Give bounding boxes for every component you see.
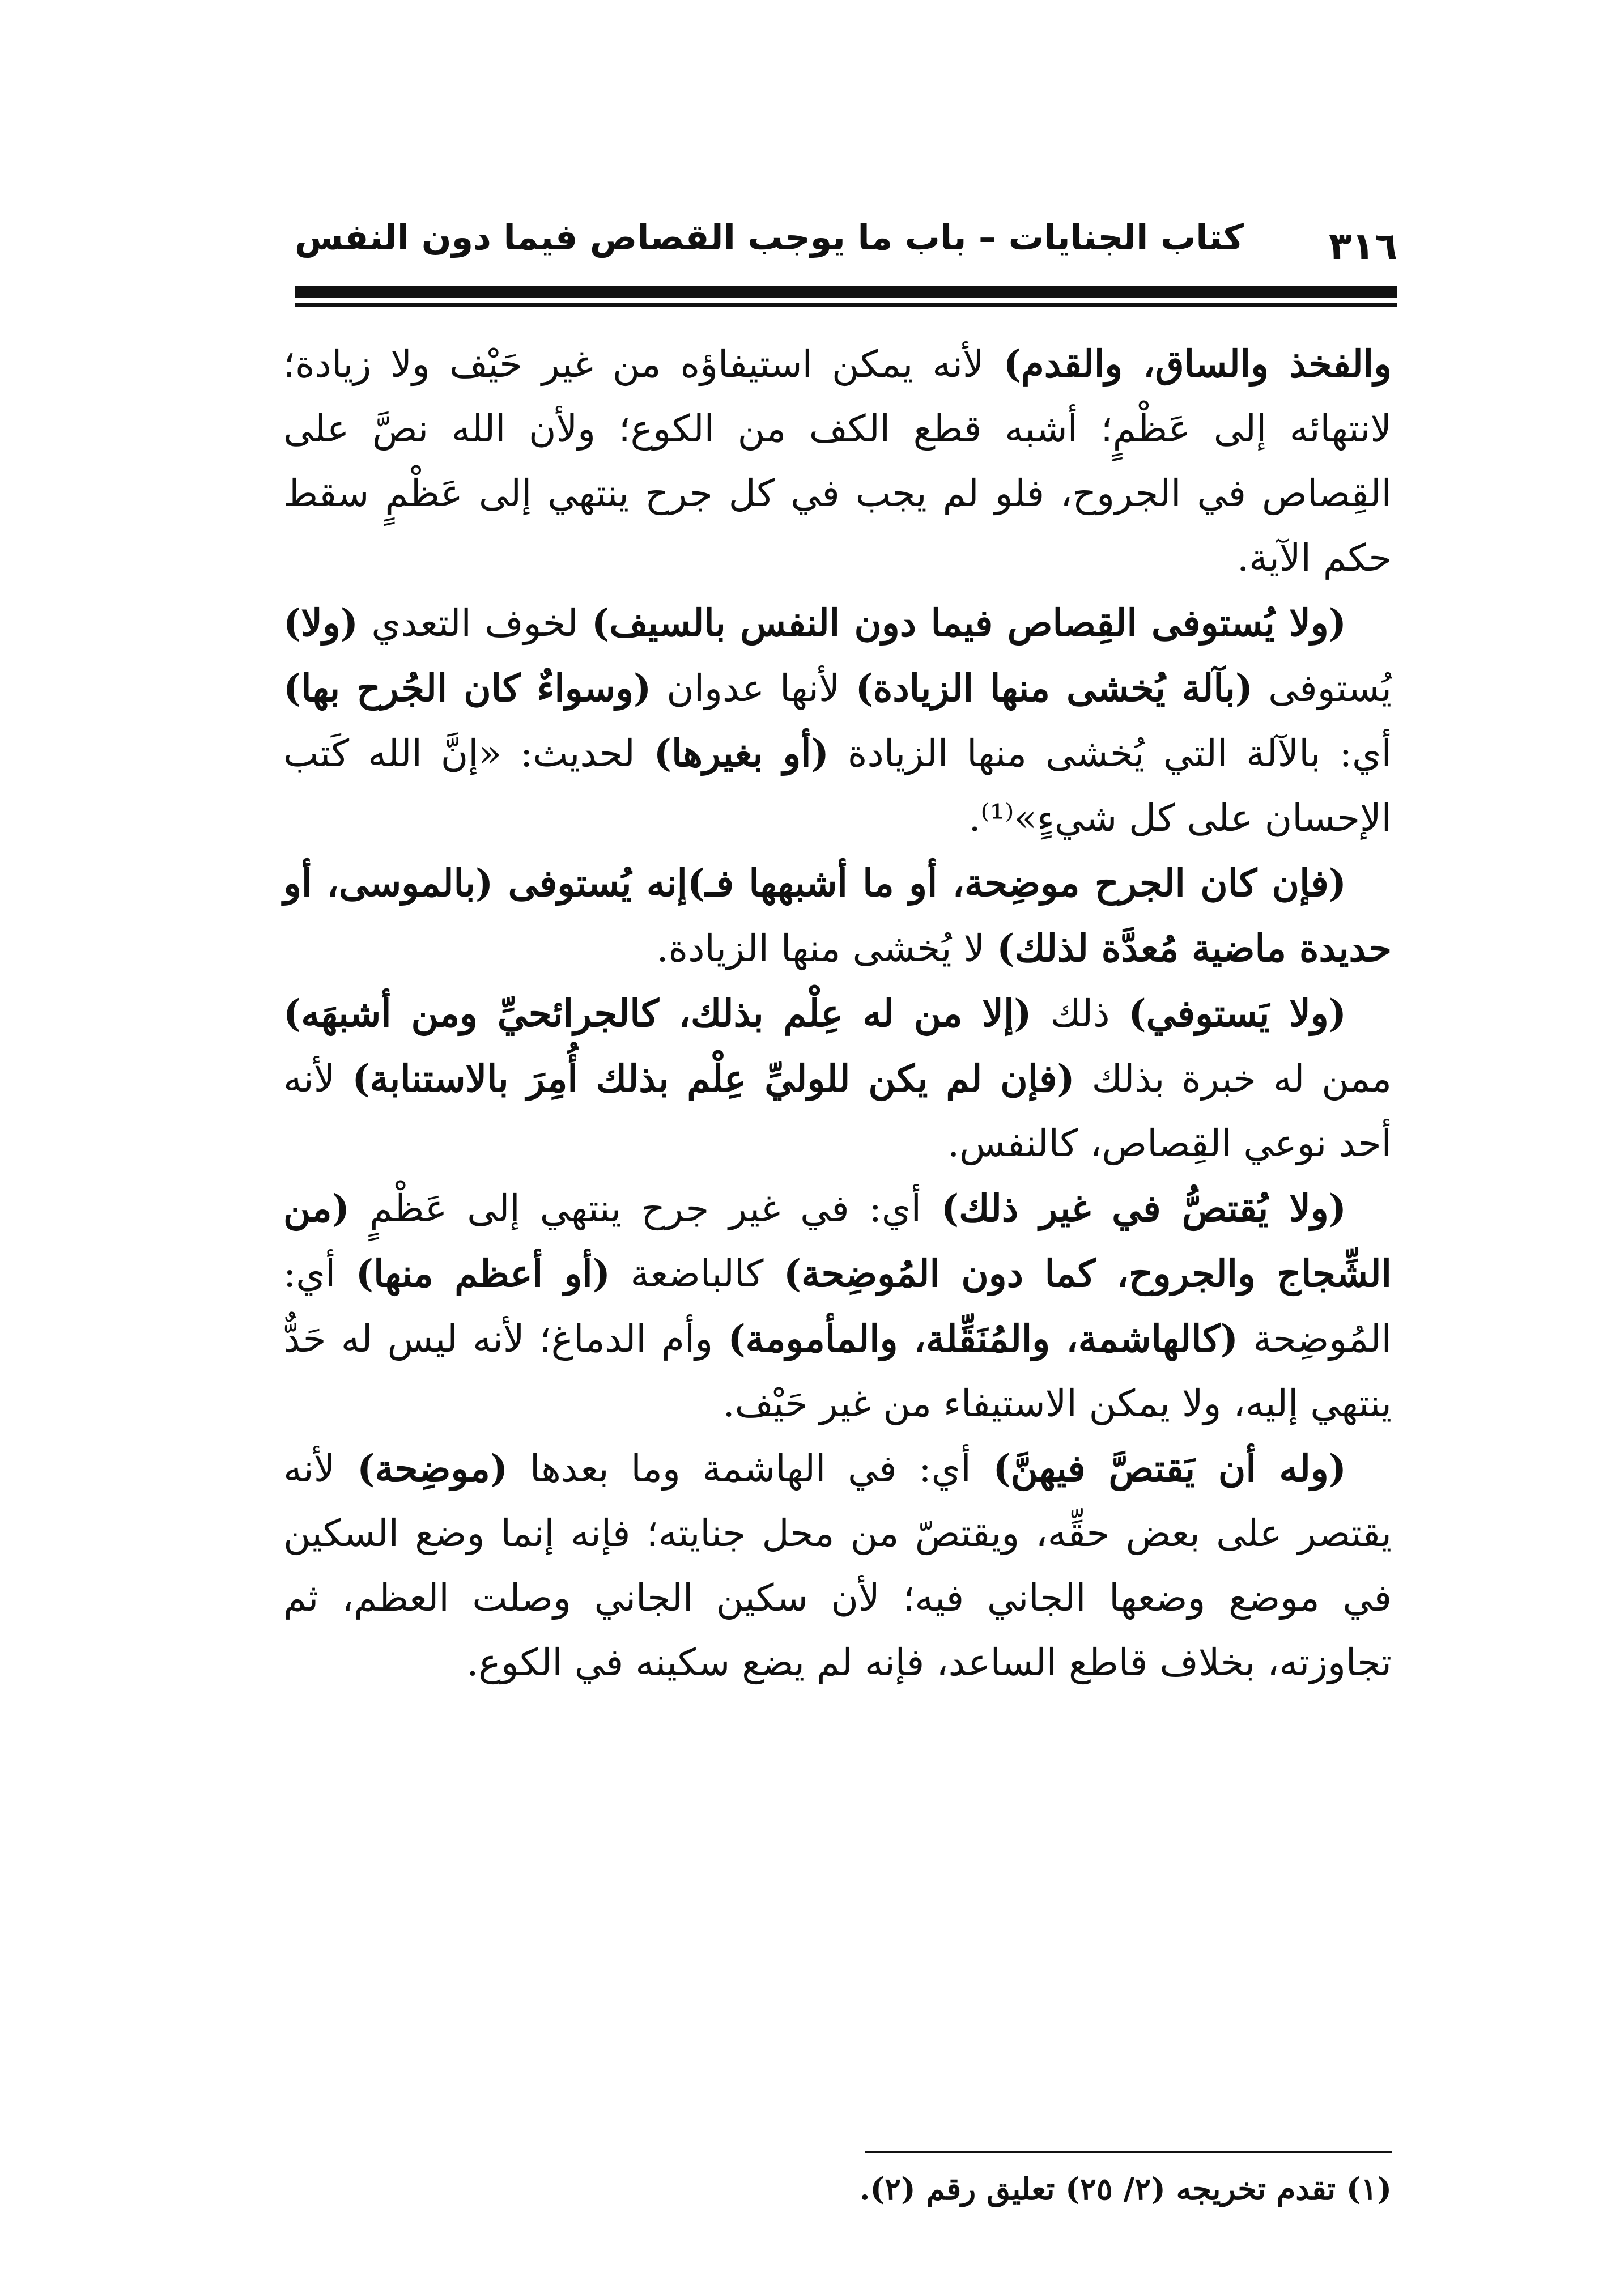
paragraph: [283, 851, 1392, 981]
header-rule-thick: [295, 286, 1397, 298]
matn-text: (ولا يَستوفي): [1128, 991, 1347, 1035]
footnote: (١) تقدم تخريجه (٢/ ٢٥) تعليق رقم (٢).: [859, 2171, 1392, 2207]
matn-text: (أو بغيرها): [653, 731, 829, 775]
matn-text: (وله أن يَقتصَّ فيهنَّ): [993, 1446, 1347, 1491]
matn-text: (بآلة يُخشى منها الزيادة): [855, 666, 1253, 710]
matn-text: (وسواءٌ كان الجُرح بها): [283, 666, 652, 710]
commentary-text: لا يُخشى منها الزيادة.: [656, 927, 997, 970]
commentary-text: أي: المُوضِحة: [283, 1252, 1392, 1361]
chapter-title: كتاب الجنايات – باب ما يوجب القصاص فيما دون النفس: [295, 216, 1244, 258]
matn-text: (أو أعظم منها): [355, 1251, 610, 1296]
commentary-text: ذلك: [1031, 992, 1129, 1035]
paragraph: [283, 1436, 1392, 1695]
matn-text: (فإن لم يكن للوليِّ عِلْم بذلك أُمِرَ بالاستنابة): [352, 1056, 1075, 1101]
paragraph: [283, 981, 1392, 1176]
commentary-text: لأنه يقتصر على بعض حقِّه، ويقتصّ من محل جنايته؛ فإنه إنما وضع السكين في موضع وضعها الجاني فيه؛ لأن سكين الجاني وصلت العظم، ثم تجاوزته، بخلاف قاطع الساعد، فإنه لم يضع سكينه في الكوع.: [283, 1447, 1392, 1684]
matn-text: (موضِحة): [357, 1446, 508, 1491]
paragraph: [283, 591, 1392, 851]
paragraph: [283, 1176, 1392, 1436]
commentary-text: أي: في الهاشمة وما بعدها: [508, 1447, 993, 1491]
matn-text: (من الشِّجاج والجروح، كما دون المُوضِحة): [283, 1186, 1392, 1296]
commentary-text: لحديث: «إنَّ الله كَتب الإحسان على كل شيءٍ»⁽¹⁾.: [283, 732, 1392, 840]
commentary-text: لأنه أحد نوعي القِصاص، كالنفس.: [283, 1057, 1392, 1165]
matn-text: (فإن كان الجرح موضِحة، أو ما أشبهها فـ)إنه يُستوفى (بالموسى، أو حديدة ماضية مُعدَّة لذلك): [283, 861, 1392, 970]
matn-text: (ولا يُستوفى القِصاص فيما دون النفس بالسيف): [591, 601, 1347, 645]
commentary-text: ممن له خبرة بذلك: [1074, 1057, 1392, 1101]
header-rule-thin: [295, 303, 1397, 307]
matn-text: (كالهاشمة، والمُنَقِّلة، والمأمومة): [728, 1317, 1238, 1361]
main-text: [283, 332, 1392, 1695]
commentary-text: يُستوفى: [1253, 666, 1392, 710]
paragraph: [283, 332, 1392, 591]
footnote-separator: [865, 2151, 1392, 2153]
commentary-text: لأنه يمكن استيفاؤه من غير حَيْف ولا زيادة؛ لانتهائه إلى عَظْمٍ؛ أشبه قطع الكف من الكوع؛ ولأن الله نصَّ على القِصاص في الجروح، فلو لم يجب في كل جرح ينتهي إلى عَظْمٍ سقط حكم الآية.: [283, 342, 1392, 580]
commentary-text: أي: بالآلة التي يُخشى منها الزيادة: [828, 732, 1392, 775]
commentary-text: لخوف التعدي: [358, 601, 592, 645]
matn-text: (إلا من له عِلْم بذلك، كالجرائحيِّ ومن أشبهَه): [283, 991, 1032, 1035]
commentary-text: لأنها عدوان: [651, 666, 856, 710]
commentary-text: وأم الدماغ؛ لأنه ليس له حَدٌّ ينتهي إليه، ولا يمكن الاستيفاء من غير حَيْف.: [283, 1317, 1392, 1425]
commentary-text: كالباضعة: [610, 1252, 784, 1296]
matn-text: (ولا): [283, 601, 358, 645]
matn-text: والفخذ والساق، والقدم): [1003, 342, 1392, 386]
running-header: [295, 214, 1397, 277]
matn-text: (ولا يُقتصُّ في غير ذلك): [941, 1186, 1346, 1230]
commentary-text: أي: في غير جرح ينتهي إلى عَظْمٍ: [349, 1187, 941, 1230]
page-number: ٣١٦: [1329, 224, 1397, 268]
